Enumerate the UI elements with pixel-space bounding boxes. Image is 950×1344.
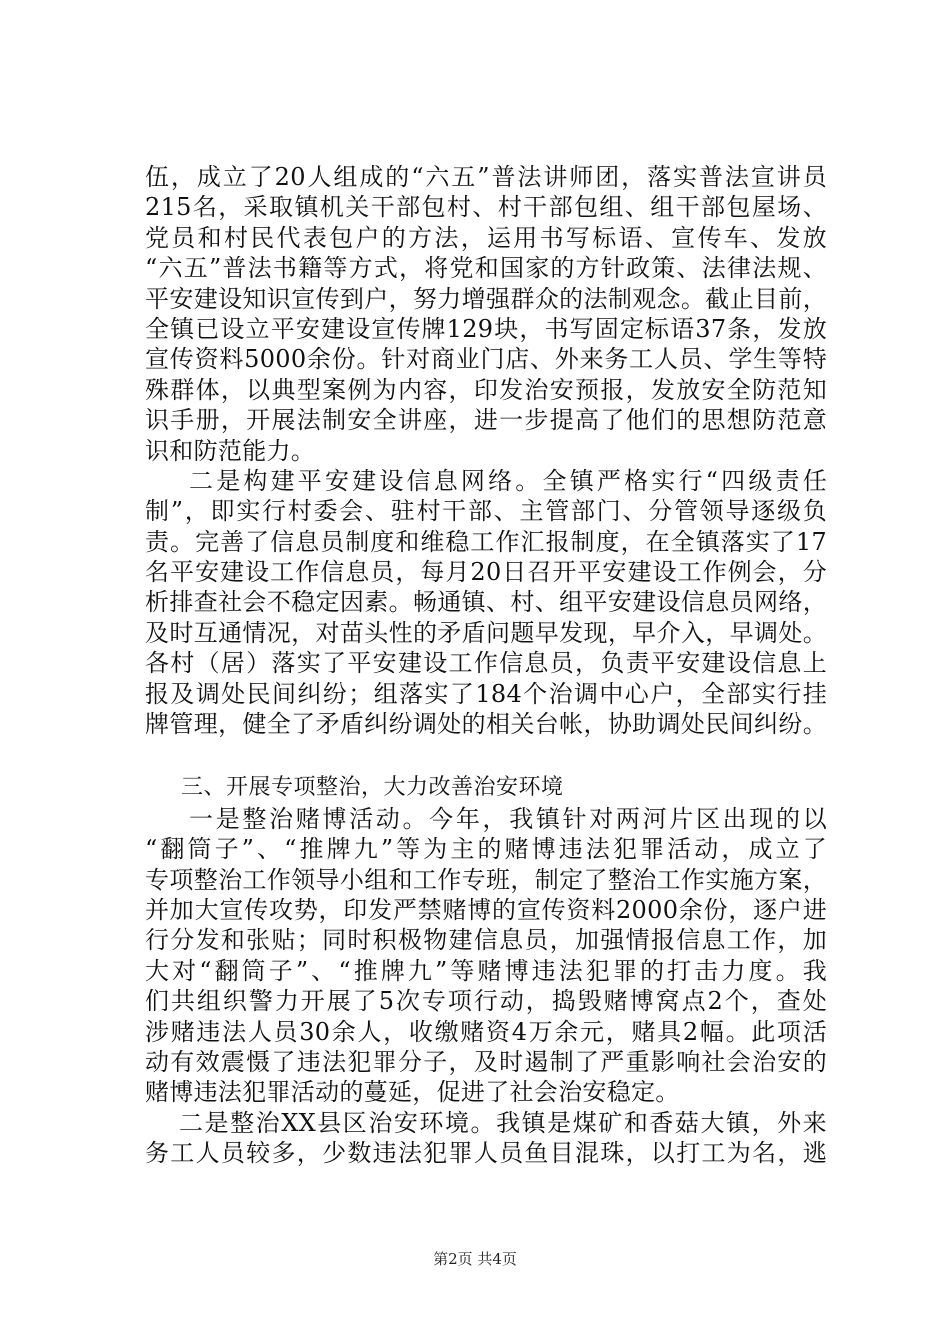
paragraph-gambling [145,804,827,1108]
text-line: 二是构建平安建设信息网络。全镇严格实行“四级责任 [189,466,827,495]
text-line: 涉赌违法人员30余人，收缴赌资4万余元，赌具2幅。此项活 [145,1017,827,1046]
text-line: 一是整治赌博活动。今年，我镇针对两河片区出现的以 [189,804,827,833]
text-line: 识手册，开展法制安全讲座，进一步提高了他们的思想防范意 [145,406,827,435]
text-line: 215名，采取镇机关干部包村、村干部包组、组干部包屋场、 [145,193,827,222]
text-line: 务工人员较多，少数违法犯罪人员鱼目混珠，以打工为名，逃 [145,1139,827,1168]
text-line: 大对“翻筒子”、“推牌九”等赌博违法犯罪的打击力度。我 [145,956,827,985]
text-line: 动有效震慑了违法犯罪分子，及时遏制了严重影响社会治安的 [145,1047,827,1076]
paragraph-continuation [145,162,827,466]
text-line: 平安建设知识宣传到户，努力增强群众的法制观念。截止目前， [145,284,827,313]
text-line: 制”，即实行村委会、驻村干部、主管部门、分管领导逐级负 [145,497,827,526]
text-line: 各村（居）落实了平安建设工作信息员，负责平安建设信息上 [145,649,827,678]
text-line: 宣传资料5000余份。针对商业门店、外来务工人员、学生等特 [145,345,827,374]
text-line: 二是整治XX县区治安环境。我镇是煤矿和香菇大镇，外来 [179,1108,827,1137]
text-line: 行分发和张贴；同时积极物建信息员，加强情报信息工作，加 [145,926,827,955]
section-heading: 三、开展专项整治，大力改善治安环境 [181,775,564,801]
paragraph-public-security [145,1108,827,1169]
text-line: 报及调处民间纠纷；组落实了184个治调中心户，全部实行挂 [145,679,827,708]
paragraph-gap [145,739,827,773]
text-line: 牌管理，健全了矛盾纠纷调处的相关台帐，协助调处民间纠纷。 [145,710,827,739]
text-line: 识和防范能力。 [145,436,316,465]
text-line: 名平安建设工作信息员，每月20日召开平安建设工作例会，分 [145,558,827,587]
text-line: 伍，成立了20人组成的“六五”普法讲师团，落实普法宣讲员 [145,163,827,191]
text-line: 及时互通情况，对苗头性的矛盾问题早发现，早介入，早调处。 [145,618,827,647]
paragraph-info-network [145,466,827,740]
text-line: 殊群体，以典型案例为内容，印发治安预报，发放安全防范知 [145,375,827,404]
text-line: 析排查社会不稳定因素。畅通镇、村、组平安建设信息员网络， [145,588,827,617]
text-line: 党员和村民代表包户的方法，运用书写标语、宣传车、发放 [145,223,827,252]
text-line: “翻筒子”、“推牌九”等为主的赌博违法犯罪活动，成立了 [145,835,827,864]
text-line: 全镇已设立平安建设宣传牌129块，书写固定标语37条，发放 [145,314,827,343]
text-line: “六五”普法书籍等方式，将党和国家的方针政策、法律法规、 [145,254,827,283]
text-line: 专项整治工作领导小组和工作专班，制定了整治工作实施方案， [145,865,827,894]
page-number: 第2页 共4页 [433,1250,517,1268]
document-body [145,162,827,1169]
text-line: 们共组织警力开展了5次专项行动，捣毁赌博窝点2个，查处 [145,987,827,1016]
text-line: 责。完善了信息员制度和维稳工作汇报制度，在全镇落实了17 [145,527,827,556]
text-line: 并加大宣传攻势，印发严禁赌博的宣传资料2000余份，逐户进 [145,895,827,924]
text-line: 赌博违法犯罪活动的蔓延，促进了社会治安稳定。 [145,1078,680,1107]
